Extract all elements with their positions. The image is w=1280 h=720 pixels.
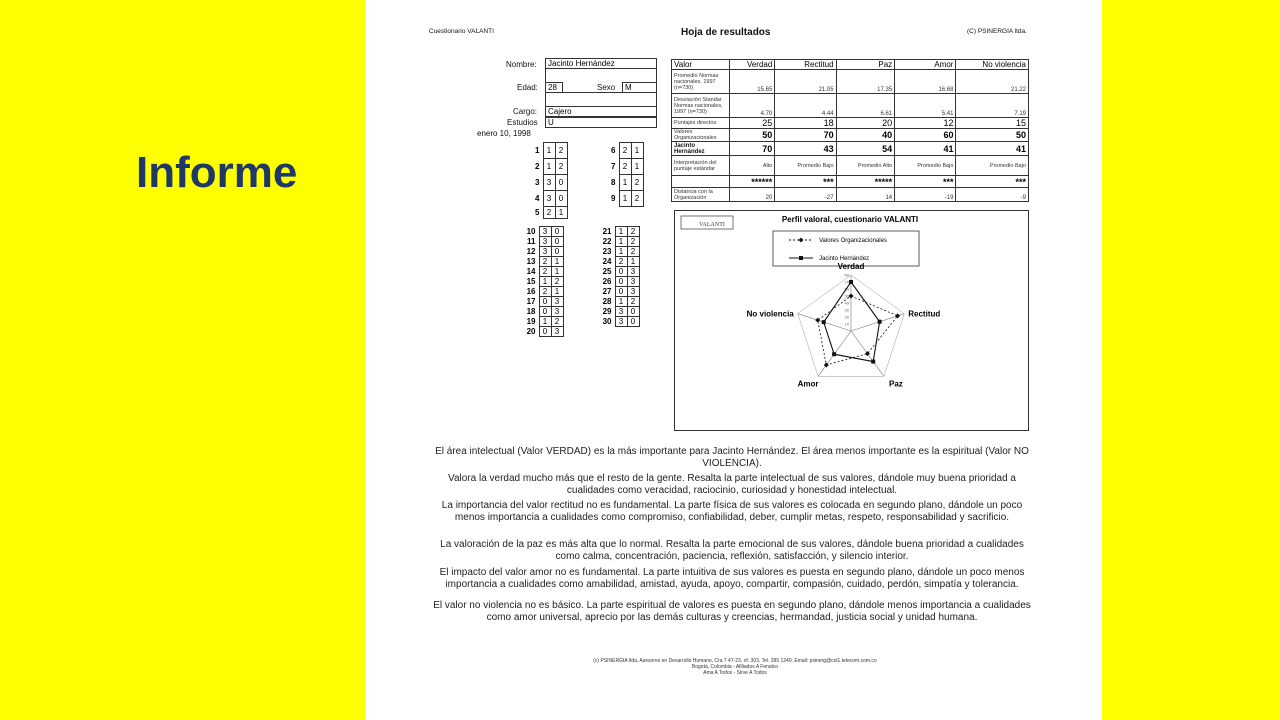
results-header-cell: Valor bbox=[672, 60, 730, 70]
radar-point bbox=[822, 320, 826, 324]
answer-cell: 3 bbox=[551, 327, 563, 337]
answer-cell: 0 bbox=[627, 317, 639, 327]
results-value-cell: Promedio Bajo bbox=[956, 156, 1029, 176]
radar-point bbox=[824, 362, 829, 367]
radar-point bbox=[871, 360, 875, 364]
analysis-paragraph: La importancia del valor rectitud no es fundamental. La parte física de sus valores es colocada en segundo plano, dándole un poco menos importancia a cualidades como compromiso, confiabilidad, deber, cumplir metas, respeto, responsabilidad y sacrificio. bbox=[441, 500, 1023, 523]
answer-row bbox=[601, 227, 639, 237]
footer-line-2: Bogotá, Colombia - Afiliados A Fenalco bbox=[691, 664, 779, 670]
answer-cell: 0 bbox=[615, 277, 627, 287]
results-value-cell: 4.70 bbox=[730, 94, 775, 118]
answer-cell: 1 bbox=[539, 317, 551, 327]
answer-cell: 2 bbox=[551, 277, 563, 287]
results-value-cell: 17.35 bbox=[836, 70, 895, 94]
question-number: 10 bbox=[526, 227, 536, 236]
answer-cell: 2 bbox=[627, 247, 639, 257]
results-value-cell: 50 bbox=[956, 129, 1029, 142]
answer-cell: 3 bbox=[539, 247, 551, 257]
results-value-cell: 40 bbox=[836, 129, 895, 142]
results-value-cell: 50 bbox=[730, 129, 775, 142]
answer-cell: 2 bbox=[619, 159, 631, 175]
legend-label: Jacinto Hernández bbox=[819, 256, 870, 262]
results-value-cell: ****** bbox=[730, 176, 775, 188]
nombre-label: Nombre: bbox=[506, 60, 537, 69]
results-header-cell: Amor bbox=[895, 60, 956, 70]
legend-marker bbox=[799, 256, 803, 260]
question-number: 21 bbox=[602, 227, 612, 236]
results-value-cell: 41 bbox=[956, 142, 1029, 156]
results-value-cell: Promedio Bajo bbox=[775, 156, 836, 176]
answer-cell: 3 bbox=[551, 307, 563, 317]
answer-cell: 2 bbox=[551, 317, 563, 327]
answer-cell: 3 bbox=[551, 297, 563, 307]
question-number: 28 bbox=[602, 297, 612, 306]
answer-cell: 3 bbox=[615, 307, 627, 317]
answer-row bbox=[525, 287, 563, 297]
question-number: 1 bbox=[535, 146, 540, 155]
question-number: 15 bbox=[526, 277, 536, 286]
results-value-cell: 70 bbox=[730, 142, 775, 156]
answer-row bbox=[525, 327, 563, 337]
answer-cell: 2 bbox=[627, 297, 639, 307]
question-number: 9 bbox=[611, 194, 616, 203]
question-number: 17 bbox=[526, 297, 536, 306]
results-value-cell: 43 bbox=[775, 142, 836, 156]
answer-row bbox=[601, 297, 639, 307]
question-number: 23 bbox=[602, 247, 612, 256]
nombre-field: Jacinto Hernández bbox=[545, 58, 657, 69]
footer-line-1: (c) PSINERGIA ltda, Asesores en Desarrollo Humano, Cra 7 47-23, of. 303, Tel. 285 1240. Email: psinerg@col1.telecom.com.co bbox=[593, 658, 877, 664]
radar-series-line bbox=[824, 279, 880, 362]
answer-row bbox=[525, 257, 563, 267]
radar-point bbox=[849, 280, 853, 284]
header-right: (C) PSINERGIA ltda. bbox=[967, 28, 1027, 35]
answer-cell: 3 bbox=[615, 317, 627, 327]
answer-cell: 0 bbox=[539, 307, 551, 317]
question-number: 20 bbox=[526, 327, 536, 336]
answer-cell: 0 bbox=[615, 267, 627, 277]
answer-row bbox=[525, 267, 563, 277]
answer-cell: 1 bbox=[555, 207, 567, 219]
analysis-paragraph: La valoración de la paz es más alta que lo normal. Resalta la parte emocional de sus valores, dándole buena prioridad a cualidades como calma, concentración, paciencia, reflexión, satisfacción, y silencio interior. bbox=[440, 539, 1024, 562]
results-value-cell: 21.22 bbox=[956, 70, 1029, 94]
question-number: 11 bbox=[527, 237, 536, 246]
answer-cell: 0 bbox=[627, 307, 639, 317]
answer-row bbox=[525, 277, 563, 287]
answer-cell: 0 bbox=[551, 227, 563, 237]
answers-table-1-5 bbox=[529, 142, 568, 219]
edad-field: 28 bbox=[545, 82, 563, 93]
results-row-label: Desviación Standar Normas nacionales, 1997 (n=730) bbox=[672, 94, 730, 118]
results-row-label: Distancia con la Organización bbox=[672, 188, 730, 202]
answer-row bbox=[525, 227, 563, 237]
results-value-cell: 14 bbox=[836, 188, 895, 202]
answer-row bbox=[601, 257, 639, 267]
answer-cell: 3 bbox=[539, 227, 551, 237]
sexo-label: Sexo bbox=[597, 83, 616, 92]
results-value-cell: 21.05 bbox=[775, 70, 836, 94]
answer-cell: 1 bbox=[615, 227, 627, 237]
answer-cell: 3 bbox=[543, 175, 555, 191]
results-row-label: Interpretación del puntaje estándar bbox=[672, 156, 730, 176]
radar-axis-label: Verdad bbox=[837, 262, 865, 271]
sexo-field: M bbox=[622, 82, 657, 93]
radar-point bbox=[832, 352, 836, 356]
answer-cell: 2 bbox=[539, 267, 551, 277]
results-row-label bbox=[672, 176, 730, 188]
radar-tick-label: 60 bbox=[844, 286, 849, 292]
results-value-cell: 15 bbox=[956, 118, 1029, 129]
radar-tick-label: 70 bbox=[844, 279, 849, 285]
results-value-cell: -9 bbox=[956, 188, 1029, 202]
answer-cell: 3 bbox=[539, 237, 551, 247]
answer-cell: 0 bbox=[551, 237, 563, 247]
question-number: 8 bbox=[611, 178, 616, 187]
answer-cell: 0 bbox=[615, 287, 627, 297]
question-number: 19 bbox=[526, 317, 536, 326]
question-number: 4 bbox=[535, 194, 540, 203]
answer-row bbox=[529, 143, 567, 159]
question-number: 14 bbox=[526, 267, 536, 276]
radar-point bbox=[878, 320, 882, 324]
answer-cell: 1 bbox=[615, 247, 627, 257]
results-row bbox=[672, 129, 1029, 142]
results-table bbox=[671, 59, 1029, 202]
question-number: 25 bbox=[602, 267, 612, 276]
results-value-cell: Alto bbox=[730, 156, 775, 176]
question-number: 12 bbox=[526, 247, 536, 256]
question-number: 22 bbox=[602, 237, 612, 246]
answer-row bbox=[605, 191, 643, 207]
answer-cell: 1 bbox=[551, 287, 563, 297]
logo-text: VALANTI bbox=[699, 222, 725, 228]
results-row-label: Puntajes directos bbox=[672, 118, 730, 129]
answer-row bbox=[529, 175, 567, 191]
answer-row bbox=[525, 307, 563, 317]
results-header-cell: Paz bbox=[836, 60, 895, 70]
results-value-cell: Promedio Alto bbox=[836, 156, 895, 176]
answer-row bbox=[529, 159, 567, 175]
analysis-paragraph: El área intelectual (Valor VERDAD) es la más importante para Jacinto Hernández. El área menos importante es la espiritual (Valor NO VIOLENCIA). bbox=[435, 446, 1029, 469]
answers-table-10-20 bbox=[525, 226, 564, 337]
results-value-cell: ***** bbox=[836, 176, 895, 188]
answer-cell: 2 bbox=[615, 257, 627, 267]
results-header-cell: Rectitud bbox=[775, 60, 836, 70]
answer-cell: 2 bbox=[631, 191, 643, 207]
results-row-label: Promedio Normas nacionales, 1997 (n=730) bbox=[672, 70, 730, 94]
radar-chart-box bbox=[674, 210, 1029, 431]
question-number: 27 bbox=[602, 287, 612, 296]
results-header-cell: Verdad bbox=[730, 60, 775, 70]
answer-row bbox=[529, 207, 567, 219]
answer-row bbox=[601, 287, 639, 297]
fecha: enero 10, 1998 bbox=[477, 129, 531, 138]
results-row-label: Jacinto Hernández bbox=[672, 142, 730, 156]
results-value-cell: 12 bbox=[895, 118, 956, 129]
radar-chart bbox=[675, 211, 1028, 430]
answer-cell: 1 bbox=[619, 191, 631, 207]
answer-row bbox=[529, 191, 567, 207]
answers-table-21-30 bbox=[601, 226, 640, 327]
answer-row bbox=[605, 175, 643, 191]
question-number: 29 bbox=[602, 307, 612, 316]
question-number: 3 bbox=[535, 178, 540, 187]
results-value-cell: *** bbox=[895, 176, 956, 188]
answer-cell: 3 bbox=[627, 267, 639, 277]
radar-axis-label: Rectitud bbox=[908, 309, 941, 319]
radar-axis-label: Paz bbox=[889, 379, 903, 389]
answer-row bbox=[601, 277, 639, 287]
cargo-label: Cargo: bbox=[513, 107, 538, 116]
results-value-cell: 20 bbox=[836, 118, 895, 129]
header-left: Cuestionario VALANTI bbox=[429, 28, 494, 35]
results-value-cell: -27 bbox=[775, 188, 836, 202]
analysis-paragraph: Valora la verdad mucho más que el resto de la gente. Resalta la parte intelectual de sus valores, dándole muy buena prioridad a cualidades como veracidad, raciocinio, curiosidad y honestidad intelectual. bbox=[448, 473, 1016, 496]
answer-cell: 1 bbox=[631, 143, 643, 159]
answer-cell: 2 bbox=[543, 207, 555, 219]
results-value-cell: 15.65 bbox=[730, 70, 775, 94]
answer-cell: 3 bbox=[627, 277, 639, 287]
answer-cell: 2 bbox=[539, 257, 551, 267]
answers-table-6-9 bbox=[605, 142, 644, 207]
results-value-cell: 20 bbox=[730, 188, 775, 202]
answer-cell: 2 bbox=[631, 175, 643, 191]
answer-cell: 1 bbox=[615, 237, 627, 247]
question-number: 6 bbox=[611, 146, 616, 155]
answer-row bbox=[601, 267, 639, 277]
slide-title: Informe bbox=[136, 148, 298, 197]
results-row bbox=[672, 176, 1029, 188]
results-header-cell: No violencia bbox=[956, 60, 1029, 70]
spacer-box-2 bbox=[545, 93, 657, 107]
answer-cell: 1 bbox=[631, 159, 643, 175]
results-sheet bbox=[365, 0, 1102, 720]
answer-cell: 1 bbox=[551, 267, 563, 277]
footer-line-3: Ama A Todos - Sirve A Todos bbox=[703, 670, 767, 676]
radar-tick-label: 20 bbox=[844, 314, 849, 320]
results-value-cell: 5.41 bbox=[895, 94, 956, 118]
answer-cell: 2 bbox=[627, 227, 639, 237]
answer-cell: 3 bbox=[627, 287, 639, 297]
estudios-label: Estudios bbox=[507, 118, 538, 127]
results-value-cell: 54 bbox=[836, 142, 895, 156]
question-number: 5 bbox=[535, 208, 540, 217]
results-value-cell: 18 bbox=[775, 118, 836, 129]
answer-row bbox=[525, 297, 563, 307]
answer-row bbox=[601, 247, 639, 257]
chart-title: Perfil valoral, cuestionario VALANTI bbox=[781, 215, 919, 224]
results-value-cell: 41 bbox=[895, 142, 956, 156]
question-number: 30 bbox=[602, 317, 612, 326]
answer-cell: 0 bbox=[539, 297, 551, 307]
question-number: 2 bbox=[535, 162, 540, 171]
question-number: 13 bbox=[526, 257, 536, 266]
question-number: 24 bbox=[602, 257, 612, 266]
edad-label: Edad: bbox=[517, 83, 538, 92]
answer-row bbox=[601, 307, 639, 317]
radar-tick-label: 50 bbox=[844, 293, 849, 299]
answer-cell: 2 bbox=[627, 237, 639, 247]
answer-cell: 0 bbox=[555, 191, 567, 207]
answer-cell: 1 bbox=[539, 277, 551, 287]
answer-cell: 0 bbox=[539, 327, 551, 337]
results-value-cell: 16.68 bbox=[895, 70, 956, 94]
radar-axis-label: No violencia bbox=[746, 309, 794, 319]
answer-row bbox=[605, 159, 643, 175]
radar-tick-label: 40 bbox=[844, 300, 849, 306]
results-value-cell: 70 bbox=[775, 129, 836, 142]
answer-cell: 1 bbox=[627, 257, 639, 267]
radar-axis-label: Amor bbox=[797, 379, 819, 389]
answer-cell: 2 bbox=[555, 159, 567, 175]
results-row bbox=[672, 188, 1029, 202]
results-value-cell: 6.61 bbox=[836, 94, 895, 118]
answer-cell: 1 bbox=[543, 143, 555, 159]
answer-cell: 0 bbox=[555, 175, 567, 191]
answer-cell: 2 bbox=[555, 143, 567, 159]
analysis-paragraph: El valor no violencia no es básico. La parte espiritual de valores es puesta en segundo plano, dándole menos importancia a cualidades como amor universal, aprecio por las demás culturas y creencias, hermandad, justicia social y unidad humana. bbox=[433, 600, 1031, 623]
results-row bbox=[672, 142, 1029, 156]
question-number: 7 bbox=[611, 162, 616, 171]
answer-row bbox=[525, 317, 563, 327]
results-value-cell: *** bbox=[775, 176, 836, 188]
answer-row bbox=[605, 143, 643, 159]
radar-tick-label: 30 bbox=[844, 307, 849, 313]
results-value-cell: 4.44 bbox=[775, 94, 836, 118]
question-number: 18 bbox=[526, 307, 536, 316]
results-value-cell: Promedio Bajo bbox=[895, 156, 956, 176]
question-number: 26 bbox=[602, 277, 612, 286]
answer-row bbox=[525, 237, 563, 247]
radar-series-line bbox=[818, 293, 898, 365]
results-row bbox=[672, 156, 1029, 176]
analysis-paragraph: El impacto del valor amor no es fundamental. La parte intuitiva de sus valores es puesta en segundo plano, dándole un poco menos importancia a cualidades como amabilidad, amistad, ayuda, apoyo, compartir, compasión, cuidado, perdón, simpatía y tolerancia. bbox=[439, 567, 1025, 590]
radar-tick-label: 80 bbox=[844, 272, 849, 278]
answer-cell: 0 bbox=[551, 247, 563, 257]
radar-tick-label: 10 bbox=[844, 321, 849, 327]
results-value-cell: 25 bbox=[730, 118, 775, 129]
answer-row bbox=[601, 237, 639, 247]
results-row bbox=[672, 70, 1029, 94]
cargo-field: Cajero bbox=[545, 106, 657, 117]
header-center: Hoja de resultados bbox=[681, 27, 771, 38]
answer-cell: 1 bbox=[543, 159, 555, 175]
answer-row bbox=[601, 317, 639, 327]
results-value-cell: 7.19 bbox=[956, 94, 1029, 118]
answer-cell: 1 bbox=[619, 175, 631, 191]
answer-row bbox=[525, 247, 563, 257]
answer-cell: 1 bbox=[615, 297, 627, 307]
results-value-cell: -19 bbox=[895, 188, 956, 202]
results-value-cell: 60 bbox=[895, 129, 956, 142]
results-value-cell: *** bbox=[956, 176, 1029, 188]
question-number: 16 bbox=[526, 287, 536, 296]
results-row-label: Valores Organizacionales bbox=[672, 129, 730, 142]
answer-cell: 1 bbox=[551, 257, 563, 267]
answer-cell: 2 bbox=[539, 287, 551, 297]
results-row bbox=[672, 94, 1029, 118]
estudios-field: U bbox=[545, 117, 657, 128]
legend-label: Valores Organizacionales bbox=[819, 238, 887, 244]
answer-cell: 2 bbox=[619, 143, 631, 159]
answer-cell: 3 bbox=[543, 191, 555, 207]
results-row bbox=[672, 118, 1029, 129]
